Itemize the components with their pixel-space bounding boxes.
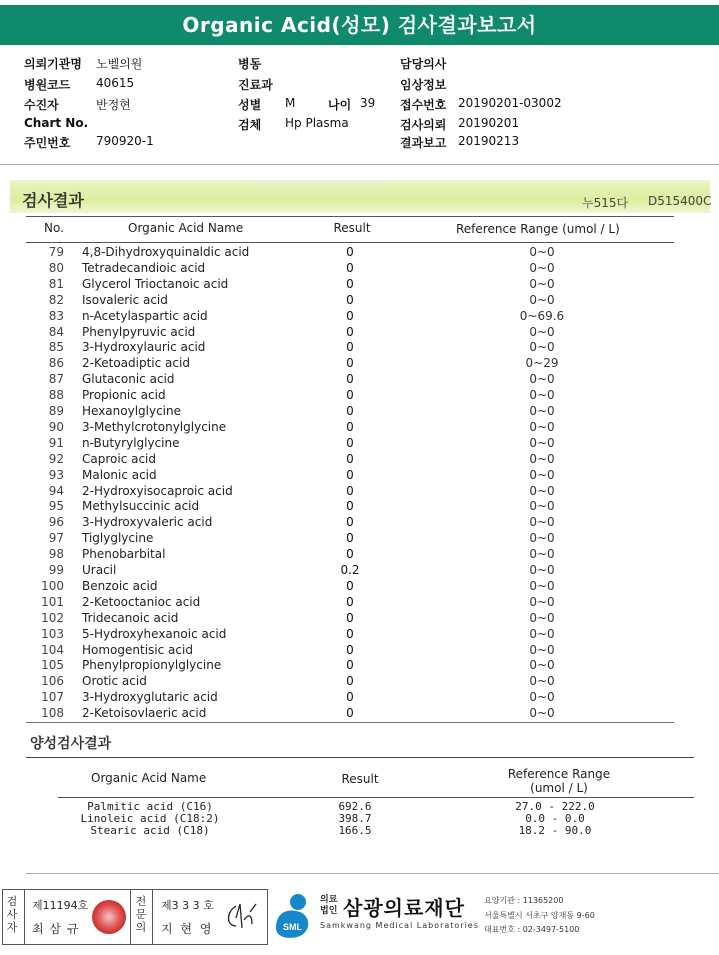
acid-name: 3-Methylcrotonylglycine bbox=[82, 419, 227, 434]
reference-range: 0~0 bbox=[529, 674, 555, 689]
acid-name: Malonic acid bbox=[82, 467, 157, 482]
reference-range: 0~0 bbox=[529, 340, 555, 355]
table-row bbox=[0, 340, 719, 356]
request-date-value: 20190201 bbox=[458, 116, 520, 130]
acid-name: Orotic acid bbox=[82, 674, 147, 689]
id-number-label: 주민번호 bbox=[24, 136, 71, 150]
result-value: 0 bbox=[346, 547, 354, 562]
specialist-license: 제3 3 3 호 bbox=[161, 899, 214, 912]
table-row bbox=[0, 515, 719, 531]
reference-range: 0.0 - 0.0 bbox=[525, 812, 585, 825]
acid-name: n-Butyrylglycine bbox=[82, 435, 180, 450]
row-number: 89 bbox=[48, 404, 64, 418]
reference-range: 0~0 bbox=[529, 483, 555, 498]
result-value: 0 bbox=[346, 483, 354, 498]
report-date-value: 20190213 bbox=[458, 134, 520, 148]
acid-name: Tridecanoic acid bbox=[82, 610, 179, 625]
reference-range: 0~0 bbox=[529, 388, 555, 403]
age-value: 39 bbox=[360, 96, 376, 110]
reference-range: 0~0 bbox=[529, 578, 555, 593]
result-value: 0 bbox=[346, 260, 354, 275]
result-value: 0 bbox=[346, 292, 354, 307]
examiner-license: 제11194호 bbox=[32, 899, 89, 912]
positive-row bbox=[0, 812, 719, 824]
care-code: 요양기관 : 11365200 bbox=[484, 896, 564, 905]
result-value: 0 bbox=[346, 451, 354, 466]
table-row bbox=[0, 261, 719, 277]
col-header-reference: Reference Range (umol / L) bbox=[456, 222, 620, 236]
row-number: 95 bbox=[48, 499, 64, 514]
sex-value: M bbox=[285, 96, 296, 110]
acid-name: Tiglyglycine bbox=[82, 531, 154, 546]
org-type: 의료법인 bbox=[320, 895, 338, 916]
receipt-number-value: 20190201-03002 bbox=[458, 96, 562, 110]
institution-value: 노벨의원 bbox=[96, 57, 143, 71]
row-number: 107 bbox=[41, 690, 64, 705]
specialist-name: 지 현 영 bbox=[161, 922, 214, 936]
table-row bbox=[0, 436, 719, 452]
examinee-label: 수진자 bbox=[24, 98, 59, 112]
result-value: 0 bbox=[346, 706, 354, 721]
reference-range: 0~0 bbox=[529, 245, 555, 259]
age-label: 나이 bbox=[328, 98, 352, 112]
acid-name: Glutaconic acid bbox=[82, 372, 175, 387]
reference-range: 0~0 bbox=[529, 435, 555, 450]
acid-name: 2-Hydroxyisocaproic acid bbox=[82, 483, 233, 498]
divider bbox=[130, 889, 131, 944]
result-value: 0 bbox=[346, 578, 354, 593]
table-row bbox=[0, 325, 719, 341]
result-value: 0 bbox=[346, 356, 354, 371]
pos-header-unit: (umol / L) bbox=[530, 781, 588, 795]
row-number: 105 bbox=[41, 658, 64, 673]
table-top-rule bbox=[26, 216, 674, 217]
specimen-value: Hp Plasma bbox=[285, 116, 349, 130]
acid-name: n-Acetylaspartic acid bbox=[82, 308, 208, 323]
hospital-code-value: 40615 bbox=[96, 76, 135, 90]
reference-range: 0~0 bbox=[529, 547, 555, 562]
reference-range: 0~0 bbox=[529, 419, 555, 434]
row-number: 104 bbox=[41, 642, 64, 657]
id-number-value: 790920-1 bbox=[96, 134, 154, 148]
col-header-no: No. bbox=[44, 221, 64, 235]
acid-name: Phenylpyruvic acid bbox=[82, 324, 196, 339]
col-header-name: Organic Acid Name bbox=[128, 221, 244, 235]
acid-name: 4,8-Dihydroxyquinaldic acid bbox=[82, 245, 250, 259]
examinee-value: 반정현 bbox=[96, 98, 131, 112]
examiner-label-text: 검사자 bbox=[6, 895, 18, 934]
result-value: 0 bbox=[346, 388, 354, 403]
col-header-result: Result bbox=[333, 221, 371, 235]
reference-range: 0~29 bbox=[525, 356, 559, 371]
table-row bbox=[0, 404, 719, 420]
row-number: 83 bbox=[48, 308, 64, 323]
request-date-label: 검사의뢰 bbox=[400, 118, 447, 132]
reference-range: 0~0 bbox=[529, 642, 555, 657]
reference-range: 0~0 bbox=[529, 292, 555, 307]
table-row bbox=[0, 245, 719, 261]
receipt-number-label: 접수번호 bbox=[400, 98, 447, 112]
reference-range: 0~0 bbox=[529, 276, 555, 291]
table-row bbox=[0, 372, 719, 388]
row-number: 101 bbox=[41, 594, 64, 609]
dept-label: 진료과 bbox=[238, 78, 273, 92]
reference-range: 0~0 bbox=[529, 404, 555, 418]
positive-row bbox=[0, 824, 719, 836]
table-row bbox=[0, 452, 719, 468]
reference-range: 0~0 bbox=[529, 626, 555, 641]
divider bbox=[24, 889, 25, 944]
table-row bbox=[0, 611, 719, 627]
row-number: 79 bbox=[48, 245, 64, 259]
result-value: 0 bbox=[346, 404, 354, 418]
reference-range: 18.2 - 90.0 bbox=[518, 824, 592, 837]
table-row bbox=[0, 563, 719, 579]
result-value: 0 bbox=[346, 690, 354, 705]
ward-label: 병동 bbox=[238, 57, 262, 71]
footer-divider bbox=[26, 873, 719, 874]
org-address: 서울특별시 서초구 양재동 9-60 bbox=[484, 911, 595, 920]
row-number: 96 bbox=[48, 515, 64, 530]
acid-name: Stearic acid (C18) bbox=[90, 824, 210, 837]
org-name: 삼광의료재단 bbox=[343, 896, 465, 920]
acid-name: Caproic acid bbox=[82, 451, 157, 466]
row-number: 90 bbox=[48, 419, 64, 434]
test-code: D515400C bbox=[648, 194, 712, 208]
acid-name: Isovaleric acid bbox=[82, 292, 168, 307]
reference-range: 0~0 bbox=[529, 658, 555, 673]
table-row bbox=[0, 690, 719, 706]
result-value: 398.7 bbox=[338, 812, 372, 825]
row-number: 85 bbox=[48, 340, 64, 355]
table-row bbox=[0, 420, 719, 436]
result-value: 0 bbox=[346, 324, 354, 339]
table-row bbox=[0, 674, 719, 690]
result-value: 0 bbox=[346, 610, 354, 625]
table-bottom-rule bbox=[26, 722, 674, 723]
positive-header-rule bbox=[58, 797, 694, 798]
results-section-title: 검사결과 bbox=[22, 191, 84, 210]
row-number: 92 bbox=[48, 451, 64, 466]
result-value: 0 bbox=[346, 372, 354, 387]
acid-name: 3-Hydroxyglutaric acid bbox=[82, 690, 218, 705]
result-value: 0 bbox=[346, 594, 354, 609]
test-code-korean: 누515다 bbox=[582, 196, 629, 210]
reference-range: 0~69.6 bbox=[519, 308, 565, 323]
hospital-code-label: 병원코드 bbox=[24, 78, 71, 92]
acid-name: Methylsuccinic acid bbox=[82, 499, 200, 514]
specialist-label-text: 전문의 bbox=[135, 895, 147, 934]
reference-range: 0~0 bbox=[529, 610, 555, 625]
row-number: 99 bbox=[48, 563, 64, 577]
report-date-label: 결과보고 bbox=[400, 136, 447, 150]
result-value: 0 bbox=[346, 419, 354, 434]
result-value: 0 bbox=[346, 467, 354, 482]
acid-name: Palmitic acid (C16) bbox=[87, 800, 213, 813]
table-row bbox=[0, 547, 719, 563]
table-row bbox=[0, 627, 719, 643]
row-number: 102 bbox=[41, 610, 64, 625]
row-number: 86 bbox=[48, 356, 64, 371]
result-value: 0 bbox=[346, 276, 354, 291]
reference-range: 27.0 - 222.0 bbox=[515, 800, 595, 813]
row-number: 82 bbox=[48, 292, 64, 307]
table-row bbox=[0, 706, 719, 722]
positive-top-rule bbox=[26, 757, 694, 758]
acid-name: Phenylpropionylglycine bbox=[82, 658, 222, 673]
table-header-rule bbox=[26, 242, 674, 243]
table-row bbox=[0, 579, 719, 595]
row-number: 106 bbox=[41, 674, 64, 689]
acid-name: 3-Hydroxylauric acid bbox=[82, 340, 206, 355]
row-number: 103 bbox=[41, 626, 64, 641]
result-value: 0 bbox=[346, 245, 354, 259]
result-value: 0 bbox=[346, 658, 354, 673]
reference-range: 0~0 bbox=[529, 594, 555, 609]
logo-text: SML bbox=[283, 922, 302, 932]
result-value: 0 bbox=[346, 642, 354, 657]
result-value: 0 bbox=[346, 515, 354, 530]
result-value: 0 bbox=[346, 674, 354, 689]
divider bbox=[152, 889, 153, 944]
acid-name: Benzoic acid bbox=[82, 578, 158, 593]
table-row bbox=[0, 356, 719, 372]
specimen-label: 검체 bbox=[238, 118, 262, 132]
acid-name: 5-Hydroxyhexanoic acid bbox=[82, 626, 227, 641]
row-number: 97 bbox=[48, 531, 64, 546]
table-row bbox=[0, 309, 719, 325]
sml-logo-icon bbox=[270, 890, 314, 942]
reference-range: 0~0 bbox=[529, 531, 555, 546]
acid-name: Homogentisic acid bbox=[82, 642, 193, 657]
reference-range: 0~0 bbox=[529, 690, 555, 705]
pos-header-reference: Reference Range bbox=[507, 767, 611, 781]
examiner-name: 최 삼 규 bbox=[32, 922, 80, 936]
acid-name: Linoleic acid (C18:2) bbox=[80, 812, 220, 825]
result-value: 0 bbox=[346, 340, 354, 355]
row-number: 108 bbox=[41, 706, 64, 721]
signature bbox=[222, 898, 260, 934]
result-value: 0 bbox=[346, 626, 354, 641]
row-number: 98 bbox=[48, 547, 64, 562]
table-row bbox=[0, 531, 719, 547]
pos-header-result: Result bbox=[341, 772, 379, 786]
chart-no-label: Chart No. bbox=[24, 116, 89, 130]
acid-name: 2-Ketoadiptic acid bbox=[82, 356, 190, 371]
acid-name: Tetradecandioic acid bbox=[82, 260, 206, 275]
table-row bbox=[0, 643, 719, 659]
clinical-info-label: 임상정보 bbox=[400, 78, 447, 92]
divider bbox=[0, 164, 719, 165]
reference-range: 0~0 bbox=[529, 706, 555, 721]
seal-stamp bbox=[92, 900, 126, 934]
pos-header-name: Organic Acid Name bbox=[91, 771, 207, 785]
acid-name: Hexanoylglycine bbox=[82, 404, 182, 418]
positive-section-title: 양성검사결과 bbox=[30, 736, 112, 752]
result-value: 166.5 bbox=[338, 824, 372, 837]
row-number: 81 bbox=[48, 276, 64, 291]
result-value: 0 bbox=[346, 531, 354, 546]
reference-range: 0~0 bbox=[529, 515, 555, 530]
reference-range: 0~0 bbox=[529, 260, 555, 275]
acid-name: 2-Ketooctanioc acid bbox=[82, 594, 201, 609]
doctor-label: 담당의사 bbox=[400, 57, 447, 71]
reference-range: 0~0 bbox=[529, 499, 555, 514]
acid-name: 3-Hydroxyvaleric acid bbox=[82, 515, 213, 530]
reference-range: 0~0 bbox=[529, 324, 555, 339]
reference-range: 0~0 bbox=[529, 451, 555, 466]
row-number: 91 bbox=[48, 435, 64, 450]
row-number: 88 bbox=[48, 388, 64, 403]
reference-range: 0~0 bbox=[529, 372, 555, 387]
row-number: 84 bbox=[48, 324, 64, 339]
result-value: 0 bbox=[346, 499, 354, 514]
row-number: 100 bbox=[41, 578, 64, 593]
table-row bbox=[0, 468, 719, 484]
result-value: 0 bbox=[346, 435, 354, 450]
result-value: 692.6 bbox=[338, 800, 372, 813]
org-phone: 대표번호 : 02-3497-5100 bbox=[484, 925, 580, 934]
positive-row bbox=[0, 800, 719, 812]
row-number: 93 bbox=[48, 467, 64, 482]
result-value: 0 bbox=[346, 308, 354, 323]
reference-range: 0~0 bbox=[529, 563, 555, 577]
acid-name: Propionic acid bbox=[82, 388, 166, 403]
row-number: 94 bbox=[48, 483, 64, 498]
specialist-label bbox=[135, 895, 149, 934]
reference-range: 0~0 bbox=[529, 467, 555, 482]
table-row bbox=[0, 595, 719, 611]
examiner-label bbox=[6, 895, 20, 934]
table-row bbox=[0, 293, 719, 309]
result-value: 0.2 bbox=[340, 563, 360, 577]
acid-name: Uracil bbox=[82, 563, 117, 577]
org-english-name: Samkwang Medical Laboratories bbox=[320, 921, 479, 930]
row-number: 87 bbox=[48, 372, 64, 387]
table-row bbox=[0, 388, 719, 404]
row-number: 80 bbox=[48, 260, 64, 275]
table-row bbox=[0, 658, 719, 674]
sex-label: 성별 bbox=[238, 98, 262, 112]
acid-name: 2-Ketoisovlaeric acid bbox=[82, 706, 207, 721]
table-row bbox=[0, 499, 719, 515]
acid-name: Glycerol Trioctanoic acid bbox=[82, 276, 229, 291]
table-row bbox=[0, 484, 719, 500]
institution-label: 의뢰기관명 bbox=[24, 57, 82, 71]
report-title: Organic Acid(성모) 검사결과보고서 bbox=[0, 5, 719, 45]
acid-name: Phenobarbital bbox=[82, 547, 166, 562]
table-row bbox=[0, 277, 719, 293]
